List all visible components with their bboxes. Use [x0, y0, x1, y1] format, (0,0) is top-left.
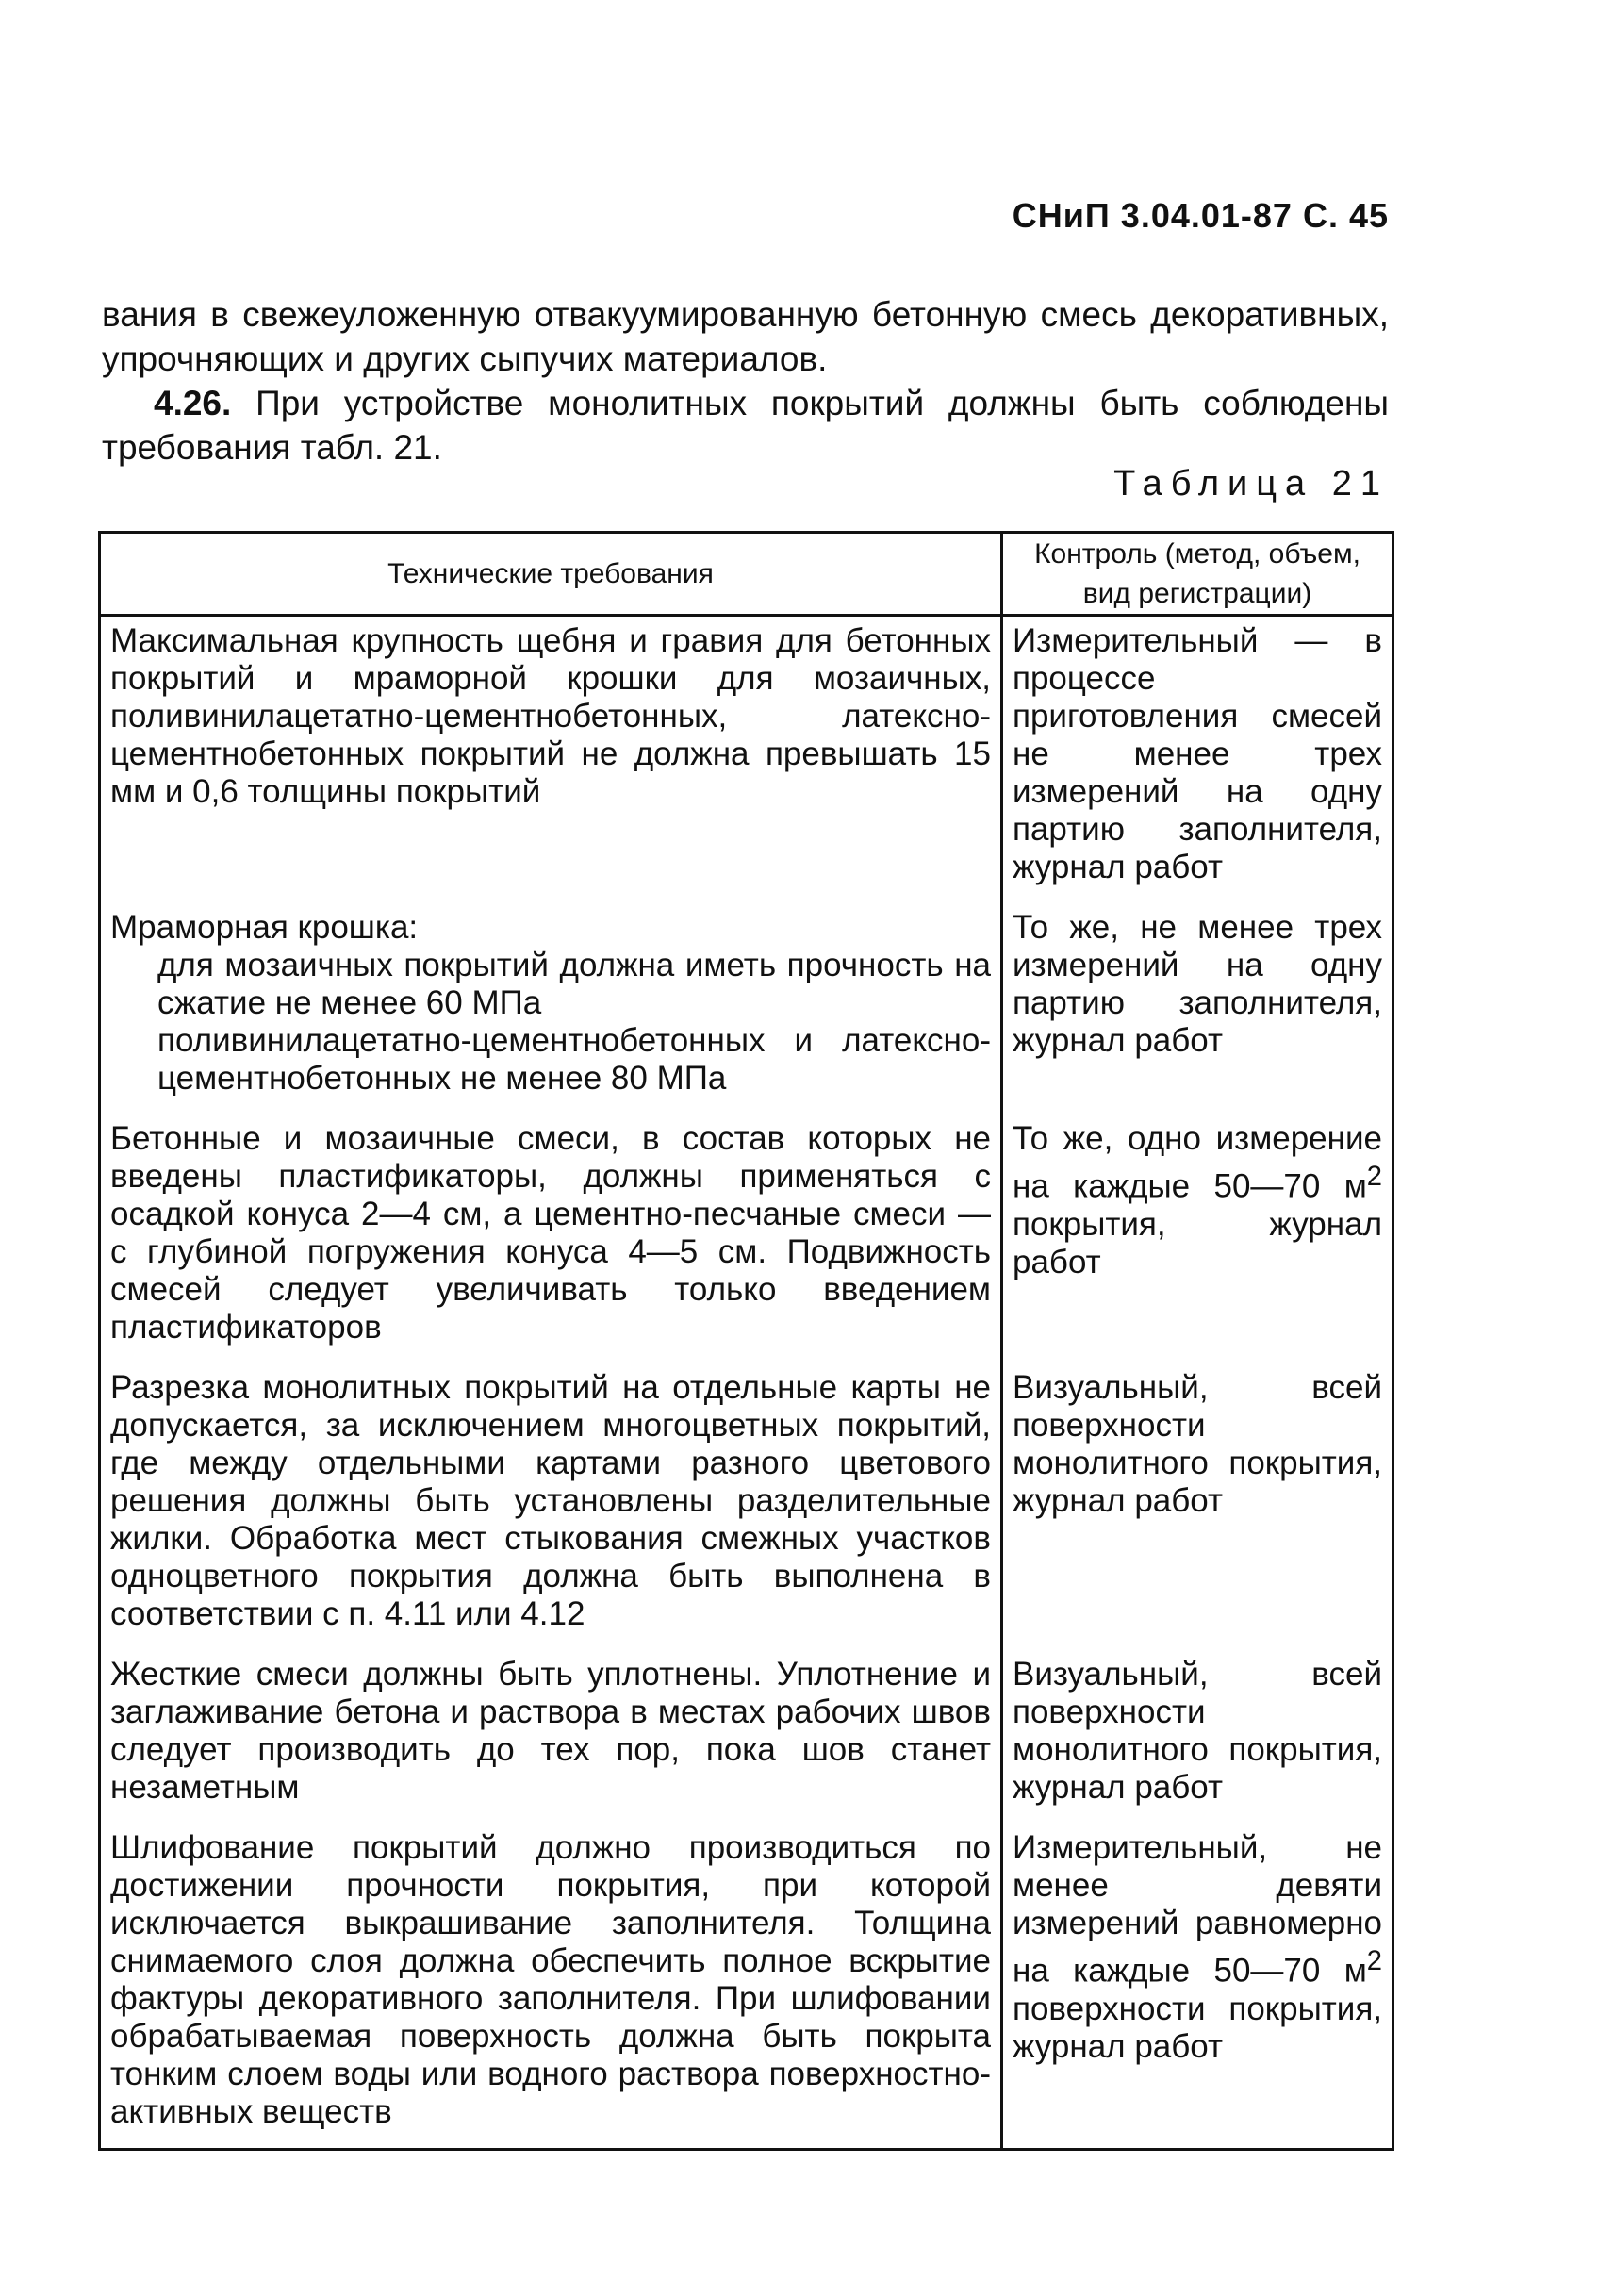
table-row [100, 1363, 1393, 1650]
table-row [100, 1824, 1393, 2150]
table-header-row [100, 533, 1393, 616]
requirement-sub-item: для мозаичных покрытий должна иметь прочность на сжатие не менее 60 МПа [157, 947, 991, 1021]
requirement-lead: Мраморная крошка: [110, 909, 419, 946]
intro-paragraph: вания в свежеуложенную отвакуумированную бетонную смесь декоративных, упрочняющих и других сыпучих материалов. [102, 295, 1389, 378]
control-text: поверхности покрытия, журнал работ [1013, 1990, 1382, 2065]
requirement-cell [100, 903, 1002, 1115]
table-row [100, 1650, 1393, 1824]
intro-text [102, 292, 1389, 470]
requirement-cell: Разрезка монолитных покрытий на отдельные карты не допускается, за исключением многоцветных покрытий, где между отдельными картами разного цветового решения должны быть установлены разделительные жилки. Обработка мест стыкования смежных участков одноцветного покрытия должна быть выполнена в соответствии с п. 4.11 или 4.12 [100, 1363, 1002, 1650]
control-cell [1002, 1115, 1393, 1363]
control-cell: То же, не менее трех измерений на одну партию заполнителя, журнал работ [1002, 903, 1393, 1115]
control-cell: Визуальный, всей поверхности монолитного покрытия, журнал работ [1002, 1363, 1393, 1650]
table-row [100, 616, 1393, 904]
requirement-cell: Шлифование покрытий должно производиться по достижении прочности покрытия, при которой исключается выкрашивание заполнителя. Толщина снимаемого слоя должна обеспечить полное вскрытие фактуры декоративного заполнителя. При шлифовании обрабатываемая поверхность должна быть покрыта тонким слоем воды или водного раствора поверхностно-активных веществ [100, 1824, 1002, 2150]
clause-4-26 [102, 381, 1389, 470]
requirements-table [98, 531, 1394, 2151]
superscript: 2 [1366, 1946, 1382, 1976]
page-header: СНиП 3.04.01-87 С. 45 [1012, 196, 1389, 235]
header-requirements: Технические требования [100, 533, 1002, 616]
table-caption: Таблица 21 [1113, 464, 1389, 504]
table-row [100, 1115, 1393, 1363]
control-text: То же, одно измерение на каждые 50—70 м [1013, 1120, 1382, 1205]
control-cell: Визуальный, всей поверхности монолитного покрытия, журнал работ [1002, 1650, 1393, 1824]
control-text: Измерительный, не менее девяти измерений равномерно на каждые 50—70 м [1013, 1829, 1382, 1990]
clause-number: 4.26. [154, 384, 232, 422]
requirement-cell: Максимальная крупность щебня и гравия для бетонных покрытий и мраморной крошки для мозаичных, поливинилацетатно-цементнобетонных, латексно-цементнобетонных покрытий не должна превышать 15 мм и 0,6 толщины покрытий [100, 616, 1002, 904]
requirement-sub-item: поливинилацетатно-цементнобетонных и латексно-цементнобетонных не менее 80 МПа [157, 1022, 991, 1097]
header-control: Контроль (метод, объем, вид регистрации) [1002, 533, 1393, 616]
table-row [100, 903, 1393, 1115]
requirement-cell: Жесткие смеси должны быть уплотнены. Уплотнение и заглаживание бетона и раствора в местах рабочих швов следует производить до тех пор, пока шов станет незаметным [100, 1650, 1002, 1824]
clause-text: При устройстве монолитных покрытий должны быть соблюдены требования табл. 21. [102, 384, 1389, 467]
superscript: 2 [1366, 1162, 1382, 1192]
requirement-cell: Бетонные и мозаичные смеси, в состав которых не введены пластификаторы, должны применяться с осадкой конуса 2—4 см, а цементно-песчаные смеси — с глубиной погружения конуса 4—5 см. Подвижность смесей следует увеличивать только введением пластификаторов [100, 1115, 1002, 1363]
control-text: покрытия, журнал работ [1013, 1205, 1382, 1280]
control-cell [1002, 1824, 1393, 2150]
control-cell: Измерительный — в процессе приготовления смесей не менее трех измерений на одну партию заполнителя, журнал работ [1002, 616, 1393, 904]
